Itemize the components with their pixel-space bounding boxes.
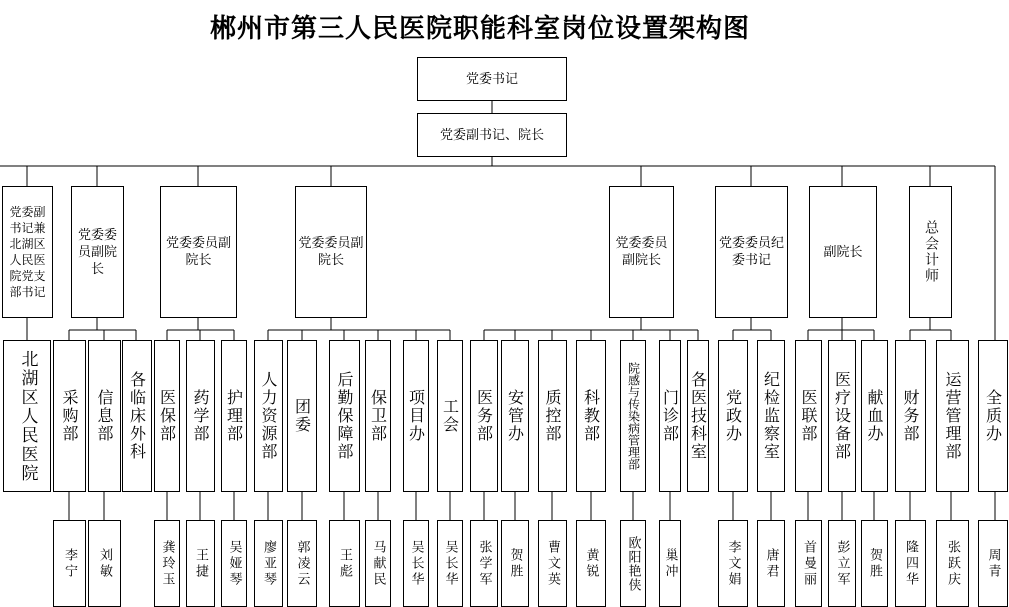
- leader-box: 党委副书记兼北湖区人民医院党支部书记: [2, 186, 53, 318]
- person-box: 黄锐: [576, 520, 606, 607]
- leader-box: 党委委员副院长: [295, 186, 367, 318]
- person-box: 李文娟: [718, 520, 748, 607]
- dept-box: 献血办: [861, 340, 888, 492]
- leader-box: 党委委员纪委书记: [715, 186, 788, 318]
- person-box: 郭凌云: [287, 520, 317, 607]
- party-secretary-box: 党委书记: [417, 57, 567, 101]
- dept-box: 各医技科室: [687, 340, 709, 492]
- person-box: 隆四华: [895, 520, 926, 607]
- dept-box: 人力资源部: [254, 340, 283, 492]
- dept-box: 医疗设备部: [828, 340, 856, 492]
- dept-box: 工会: [437, 340, 463, 492]
- dept-box: 后勤保障部: [329, 340, 360, 492]
- dept-box: 财务部: [895, 340, 926, 492]
- dept-box: 党政办: [718, 340, 748, 492]
- person-box: 曹文英: [538, 520, 567, 607]
- dept-box: 运营管理部: [936, 340, 969, 492]
- person-box: 唐君: [757, 520, 785, 607]
- person-box: 周青: [978, 520, 1008, 607]
- dept-box: 门诊部: [659, 340, 681, 492]
- dept-box: 全质办: [978, 340, 1008, 492]
- person-box: 吴长华: [403, 520, 429, 607]
- dept-box: 药学部: [186, 340, 215, 492]
- dept-box: 质控部: [538, 340, 567, 492]
- person-box: 张学军: [470, 520, 498, 607]
- dept-box: 项目办: [403, 340, 429, 492]
- person-box: 欧阳艳侠: [620, 520, 646, 607]
- chart-title: 郴州市第三人民医院职能科室岗位设置架构图: [209, 14, 750, 44]
- person-box: 王彪: [329, 520, 360, 607]
- dept-box: 医联部: [795, 340, 822, 492]
- person-box: 彭立军: [828, 520, 856, 607]
- leader-box: 总会计师: [909, 186, 952, 318]
- dept-box: 院感与传染病管理部: [620, 340, 646, 492]
- person-box: 马献民: [365, 520, 391, 607]
- leader-box: 副院长: [809, 186, 877, 318]
- dept-box: 护理部: [221, 340, 247, 492]
- person-box: 贺胜: [861, 520, 888, 607]
- dept-box: 保卫部: [365, 340, 391, 492]
- person-box: 贺胜: [501, 520, 529, 607]
- leader-box: 党委委员副院长: [609, 186, 674, 318]
- deputy-secretary-president-box: 党委副书记、院长: [417, 113, 567, 157]
- dept-box: 采购部: [53, 340, 86, 492]
- person-box: 吴娅琴: [221, 520, 247, 607]
- person-box: 王捷: [186, 520, 215, 607]
- person-box: 李宁: [53, 520, 86, 607]
- person-box: 龚玲玉: [154, 520, 180, 607]
- dept-box: 信息部: [88, 340, 121, 492]
- dept-box: 纪检监察室: [757, 340, 785, 492]
- person-box: 廖亚琴: [254, 520, 283, 607]
- dept-box: 科教部: [576, 340, 606, 492]
- dept-box: 医保部: [154, 340, 180, 492]
- dept-box: 北湖区人民医院: [3, 340, 51, 492]
- person-box: 巢冲: [659, 520, 681, 607]
- dept-box: 医务部: [470, 340, 498, 492]
- person-box: 张跃庆: [936, 520, 969, 607]
- person-box: 首曼丽: [795, 520, 822, 607]
- person-box: 刘敏: [88, 520, 121, 607]
- dept-box: 各临床外科: [122, 340, 152, 492]
- person-box: 吴长华: [437, 520, 463, 607]
- dept-box: 安管办: [501, 340, 529, 492]
- dept-box: 团委: [287, 340, 317, 492]
- leader-box: 党委委员副院长: [160, 186, 237, 318]
- leader-box: 党委委员副院长: [71, 186, 124, 318]
